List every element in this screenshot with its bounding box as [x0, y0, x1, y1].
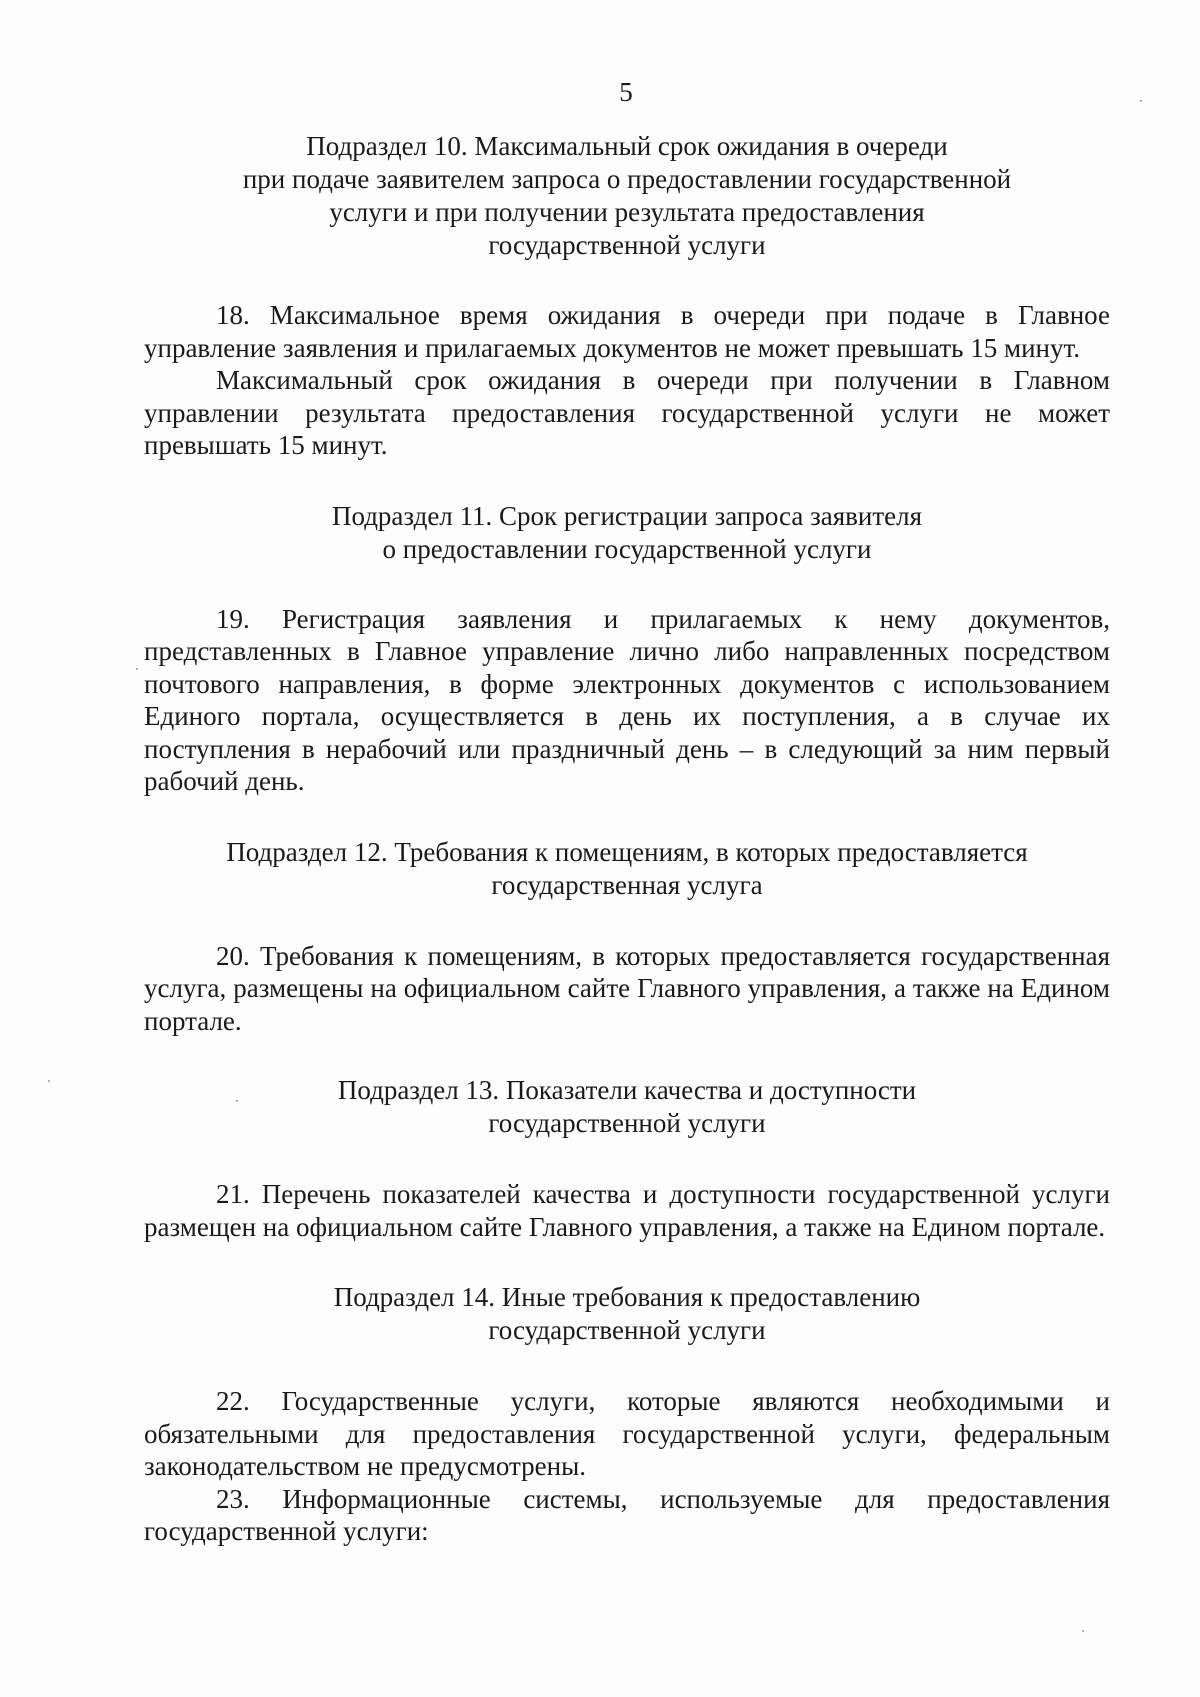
heading-line: о предоставлении государственной услуги: [382, 533, 872, 564]
heading-line: Подраздел 10. Максимальный срок ожидания в очереди: [306, 131, 948, 161]
subsection-14-heading: [144, 1281, 1110, 1347]
subsection-11-heading: [144, 500, 1110, 566]
paragraph-18: 18. Максимальное время ожидания в очереди при подаче в Главное управление заявления и прилагаемых документов не может превышать 15 минут.: [144, 300, 1110, 363]
scan-speck: [236, 1100, 238, 1102]
paragraph-23: 23. Информационные системы, используемые для предоставления государственной услуги:: [144, 1483, 1110, 1546]
paragraph-21: 21. Перечень показателей качества и доступности государственной услуги размещен на официальном сайте Главного управления, а также на Едином портале.: [144, 1179, 1110, 1242]
heading-line: государственной услуги: [488, 1108, 766, 1138]
paragraph-19: 19. Регистрация заявления и прилагаемых к нему документов, представленных в Главное управление лично либо направленных посредством почтового направления, в форме электронных документов с использованием Единого портала, осуществляется в день их поступления, а в случае их поступления в нерабочий или праздничный день – в следующий за ним первый рабочий день.: [144, 603, 1110, 796]
paragraph-22: 22. Государственные услуги, которые являются необходимыми и обязательными для предоставления государственной услуги, федеральным законодательством не предусмотрены.: [144, 1386, 1110, 1481]
heading-line: Подраздел 12. Требования к помещениям, в которых предоставляется: [226, 836, 1028, 867]
heading-line: государственной услуги: [488, 1315, 766, 1345]
heading-line: при подаче заявителем запроса о предоставлении государственной: [242, 164, 1012, 194]
document-body: [144, 130, 1110, 1548]
subsection-10-heading: [144, 130, 1110, 262]
subsection-12-heading: [144, 836, 1110, 902]
scan-speck: [1140, 100, 1142, 102]
scan-speck: [136, 668, 138, 670]
heading-line: государственная услуга: [491, 869, 763, 900]
heading-line: услуги и при получении результата предоставления: [329, 197, 925, 227]
scan-speck: [1082, 1630, 1084, 1632]
subsection-13-heading: [144, 1074, 1110, 1140]
heading-line: Подраздел 14. Иные требования к предоставлению: [333, 1282, 921, 1312]
heading-line: государственной услуги: [488, 230, 766, 260]
heading-line: Подраздел 11. Срок регистрации запроса заявителя: [331, 500, 923, 531]
paragraph-18-continued: Максимальный срок ожидания в очереди при получении в Главном управлении результата предоставления государственной услуги не может превышать 15 минут.: [144, 365, 1110, 460]
heading-line: Подраздел 13. Показатели качества и доступности: [337, 1075, 917, 1105]
page-number: 5: [619, 77, 633, 107]
scan-speck: [48, 1080, 50, 1082]
paragraph-20: 20. Требования к помещениям, в которых предоставляется государственная услуга, размещены на официальном сайте Главного управления, а также на Едином портале.: [144, 940, 1110, 1036]
